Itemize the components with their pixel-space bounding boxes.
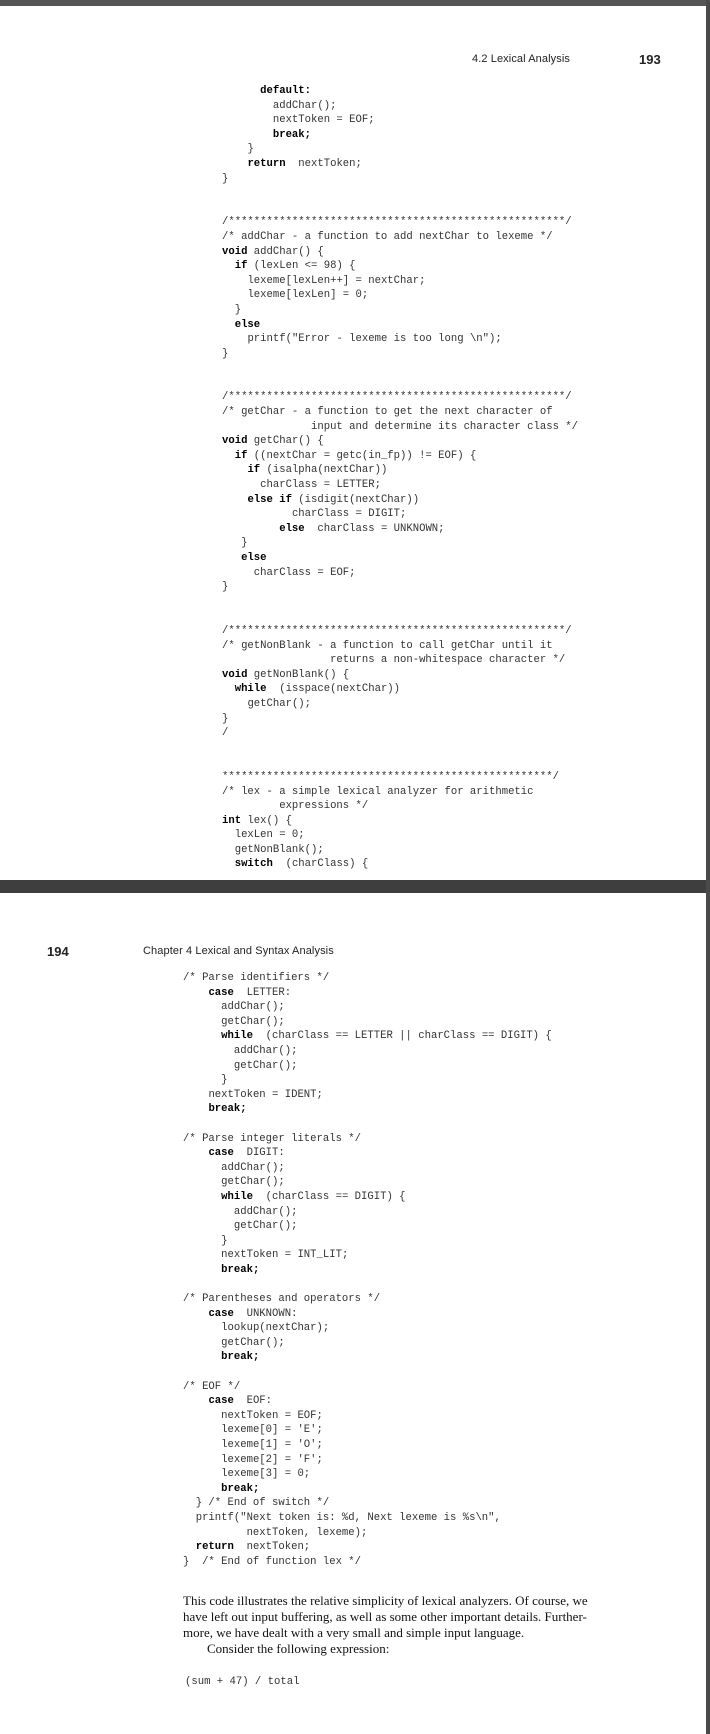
code-line: case UNKNOWN: (208, 1307, 298, 1320)
code-line (222, 376, 578, 391)
code-line: /*****************************************************/ (222, 216, 572, 229)
code-line (222, 741, 578, 756)
code-line: lexeme[lexLen] = 0; (247, 289, 369, 302)
code-line: while (isspace(nextChar)) (234, 683, 401, 696)
code-line: case EOF: (208, 1395, 273, 1408)
code-line: printf("Error - lexeme is too long \n"); (247, 333, 502, 346)
code-line: ****************************************************/ (222, 770, 559, 783)
code-line: getChar(); (221, 1015, 285, 1028)
code-line: } (221, 1074, 228, 1087)
code-line: / (222, 727, 229, 740)
code-line: while (charClass == LETTER || charClass == DIGIT) { (221, 1030, 552, 1043)
code-line: } (247, 143, 254, 156)
code-line (222, 609, 578, 624)
code-line: lexeme[2] = 'F'; (221, 1453, 323, 1466)
code-line: else (234, 318, 261, 331)
code-line: addChar(); (272, 99, 337, 112)
body-paragraph (183, 1593, 623, 1657)
code-line: /* getNonBlank - a function to call getChar until it (222, 639, 553, 652)
code-line: nextToken, lexeme); (195, 1526, 368, 1539)
page-number: 193 (639, 52, 661, 67)
code-line: charClass = DIGIT; (291, 508, 407, 521)
code-line: charClass = EOF; (253, 566, 356, 579)
book-page-193 (0, 6, 706, 880)
code-line: void getNonBlank() { (222, 668, 350, 681)
code-line: lexeme[0] = 'E'; (221, 1424, 323, 1437)
code-listing (183, 971, 552, 1569)
code-line (183, 1117, 552, 1132)
code-line: break; (221, 1482, 260, 1495)
code-line: /* addChar - a function to add nextChar to lexeme */ (222, 230, 553, 243)
code-line: getChar(); (247, 697, 312, 710)
code-line: getChar(); (221, 1176, 285, 1189)
code-line (222, 201, 578, 216)
code-line: /* Parse identifiers */ (183, 972, 330, 984)
code-line: addChar(); (233, 1044, 298, 1057)
code-line: lookup(nextChar); (221, 1322, 330, 1335)
code-line: /* EOF */ (183, 1380, 241, 1393)
code-line (183, 1365, 552, 1380)
code-line: else if (isdigit(nextChar)) (247, 493, 420, 506)
code-line: getNonBlank(); (234, 843, 324, 856)
code-line: input and determine its character class */ (222, 420, 579, 433)
page-number: 194 (47, 944, 69, 959)
code-line: nextToken = IDENT; (208, 1088, 323, 1101)
code-line: nextToken = EOF; (221, 1409, 323, 1422)
code-line: addChar(); (221, 1001, 285, 1014)
code-line: switch (charClass) { (234, 858, 369, 871)
code-line: getChar(); (221, 1336, 285, 1349)
code-line: } (222, 581, 229, 594)
code-line: lexeme[lexLen++] = nextChar; (247, 274, 426, 287)
code-line: } (241, 537, 248, 550)
code-line: } (234, 303, 242, 316)
code-line: else charClass = UNKNOWN; (279, 522, 445, 535)
code-line: } (222, 347, 229, 360)
code-line: nextToken = EOF; (272, 114, 375, 127)
code-line: /* lex - a simple lexical analyzer for arithmetic (222, 785, 534, 798)
code-line: addChar(); (233, 1205, 298, 1218)
code-line: charClass = LETTER; (260, 479, 381, 492)
code-line: default: (260, 85, 312, 97)
code-line: /* Parse integer literals */ (183, 1132, 362, 1145)
window-right-edge (706, 0, 710, 1734)
code-line: addChar(); (221, 1161, 285, 1174)
code-line: if (lexLen <= 98) { (234, 260, 356, 273)
code-line: break; (208, 1103, 247, 1116)
running-header-section: 4.2 Lexical Analysis (472, 53, 570, 65)
code-line: nextToken = INT_LIT; (221, 1249, 349, 1262)
code-line: getChar(); (233, 1059, 298, 1072)
code-line: case LETTER: (208, 986, 292, 999)
code-line (222, 186, 578, 201)
page-separator (0, 880, 710, 893)
code-line: /* Parentheses and operators */ (183, 1293, 381, 1306)
code-line: if (isalpha(nextChar)) (247, 464, 388, 477)
code-line: while (charClass == DIGIT) { (221, 1190, 406, 1203)
code-line: break; (272, 128, 312, 141)
book-page-194 (0, 893, 706, 1734)
code-line: expressions */ (222, 800, 369, 813)
code-line: } /* End of switch */ (195, 1497, 330, 1510)
code-line (222, 755, 578, 770)
code-line: } /* End of function lex */ (183, 1555, 362, 1568)
code-line: returns a non-whitespace character */ (222, 654, 566, 667)
code-line: int lex() { (222, 814, 292, 827)
code-line: lexLen = 0; (234, 829, 305, 842)
code-line: lexeme[1] = 'O'; (221, 1439, 323, 1451)
code-listing (222, 84, 578, 872)
code-line: void getChar() { (222, 435, 324, 448)
code-line: else (241, 552, 267, 564)
code-line (183, 1277, 552, 1292)
code-line (222, 595, 578, 610)
code-line: /*****************************************************/ (222, 391, 572, 404)
code-expression: (sum + 47) / total (185, 1676, 300, 1688)
code-line: } (222, 712, 229, 725)
code-line: getChar(); (233, 1220, 298, 1233)
code-line: } (222, 172, 229, 185)
running-header-chapter: Chapter 4 Lexical and Syntax Analysis (143, 945, 334, 957)
code-line: break; (221, 1351, 260, 1364)
paragraph-line: Consider the following expression: (207, 1641, 390, 1656)
paragraph-line: have left out input buffering, as well as some other important details. Further- (183, 1609, 587, 1624)
paragraph-line: more, we have dealt with a very small and simple input language. (183, 1625, 525, 1640)
code-line: /*****************************************************/ (222, 624, 572, 637)
code-line (222, 361, 578, 376)
code-line: if ((nextChar = getc(in_fp)) != EOF) { (234, 449, 477, 462)
code-line: break; (221, 1263, 260, 1276)
code-line: } (221, 1234, 228, 1247)
code-line: void addChar() { (222, 245, 324, 258)
code-line: printf("Next token is: %d, Next lexeme is %s\n", (195, 1511, 501, 1524)
paragraph-line: This code illustrates the relative simplicity of lexical analyzers. Of course, we (183, 1593, 588, 1608)
code-line: case DIGIT: (208, 1147, 285, 1160)
code-line: return nextToken; (195, 1541, 311, 1554)
code-line: return nextToken; (247, 157, 362, 170)
code-line: lexeme[3] = 0; (221, 1468, 311, 1481)
code-line: /* getChar - a function to get the next character of (222, 406, 553, 419)
